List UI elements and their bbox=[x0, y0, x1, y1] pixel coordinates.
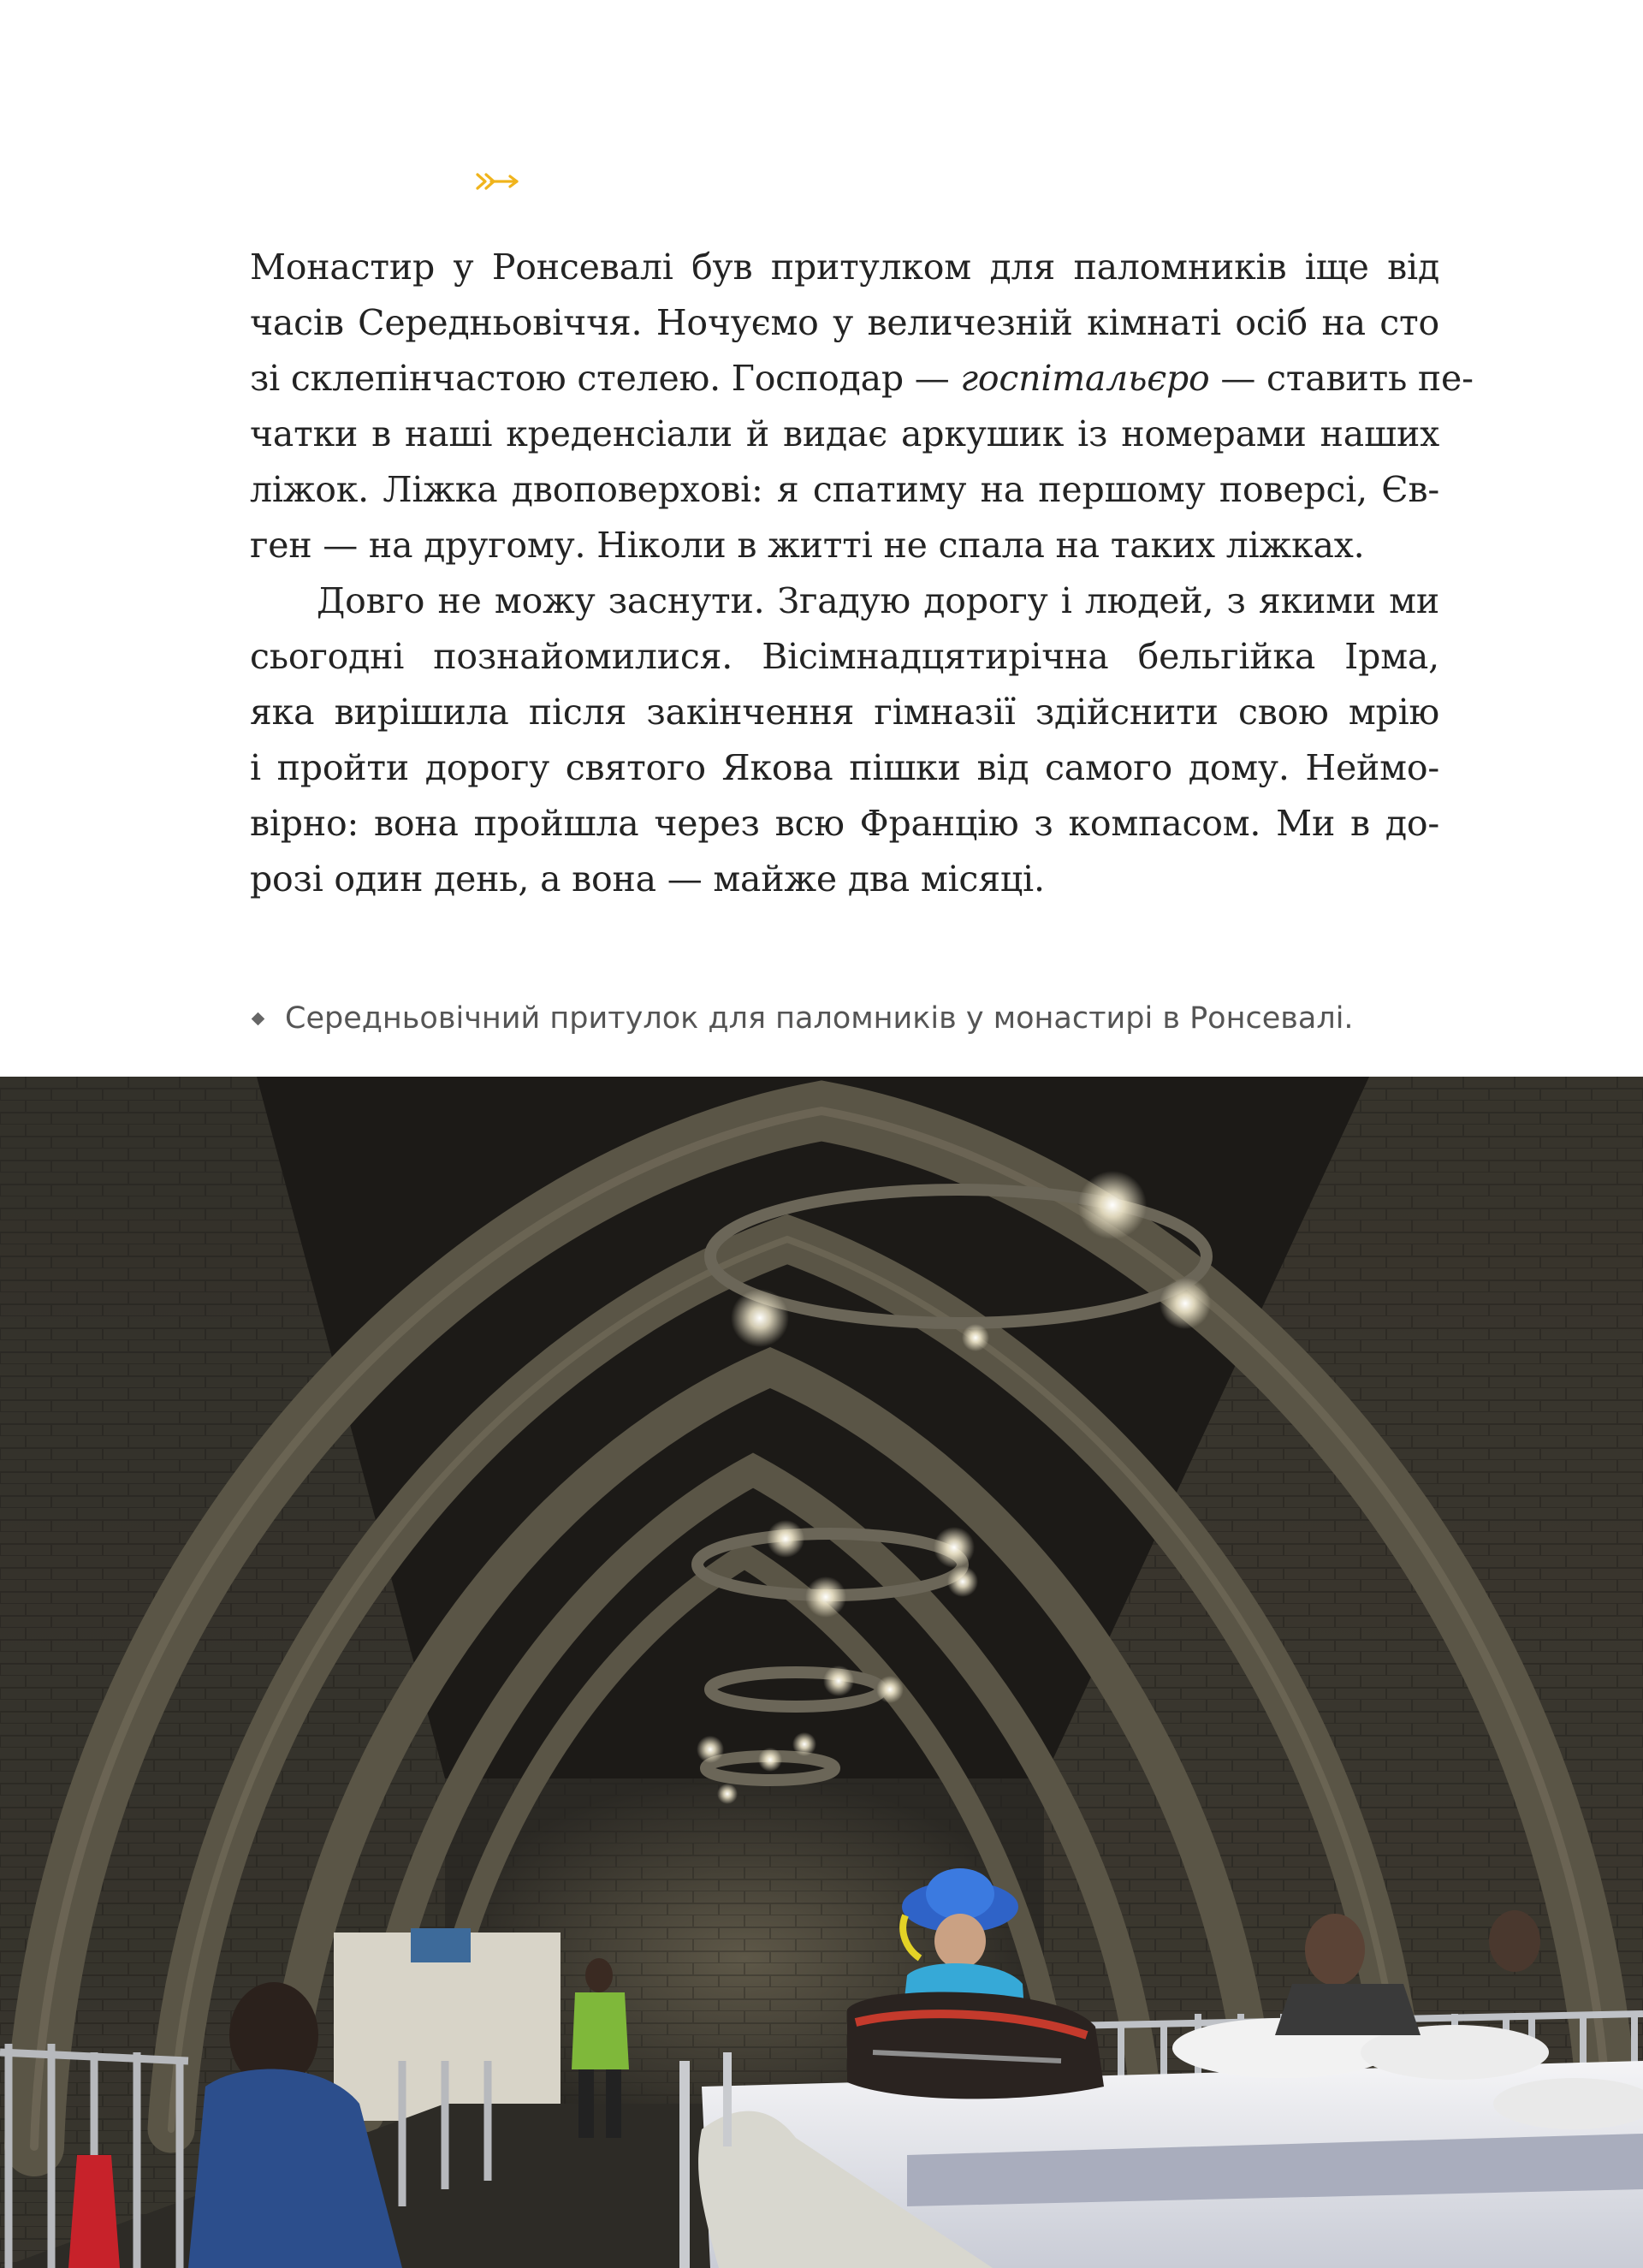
paragraph-1 bbox=[250, 240, 1474, 573]
photo-pilgrim-dormitory bbox=[0, 1077, 1643, 2268]
photo-caption bbox=[250, 1001, 1354, 1036]
text-line: вірно: вона пройшла через всю Францію з компасом. Ми в до- bbox=[250, 803, 1439, 844]
text-line bbox=[250, 351, 1474, 407]
text-line: чатки в наші креденсіали й видає аркушик із номерами наших bbox=[250, 413, 1439, 454]
text-line: і пройти дорогу святого Якова пішки від самого дому. Неймо- bbox=[250, 747, 1439, 788]
text-line: яка вирішила після закінчення гімназії здійснити свою мрію bbox=[250, 692, 1439, 733]
text-line: Довго не можу заснути. Згадую дорогу і людей, з якими ми bbox=[317, 580, 1439, 621]
text-fragment: — ставить пе- bbox=[1209, 358, 1474, 399]
text-line: Монастир у Ронсевалі був притулком для паломників іще від bbox=[250, 246, 1439, 288]
text-line: сьогодні познайомилися. Вісімнадцятирічна бельгійка Ірма, bbox=[250, 636, 1439, 677]
double-arrow-icon bbox=[476, 171, 520, 192]
text-line: часів Середньовіччя. Ночуємо у величезній кімнаті осіб на сто bbox=[250, 302, 1439, 343]
text-line: розі один день, а вона — майже два місяці. bbox=[250, 858, 1045, 899]
dormitory-illustration bbox=[0, 1077, 1643, 2268]
italic-term: госпітальєро bbox=[960, 358, 1210, 399]
body-text bbox=[250, 240, 1474, 907]
diamond-bullet-icon bbox=[252, 1012, 265, 1025]
caption-text: Середньовічний притулок для паломників у монастирі в Ронсевалі. bbox=[285, 1001, 1354, 1036]
text-line: ген — на другому. Ніколи в житті не спала на таких ліжках. bbox=[250, 525, 1365, 566]
text-line: ліжок. Ліжка двоповерхові: я спатиму на першому поверсі, Єв- bbox=[250, 469, 1439, 510]
text-fragment: зі склепінчастою стелею. Господар — bbox=[250, 358, 961, 399]
paragraph-2 bbox=[250, 573, 1439, 907]
